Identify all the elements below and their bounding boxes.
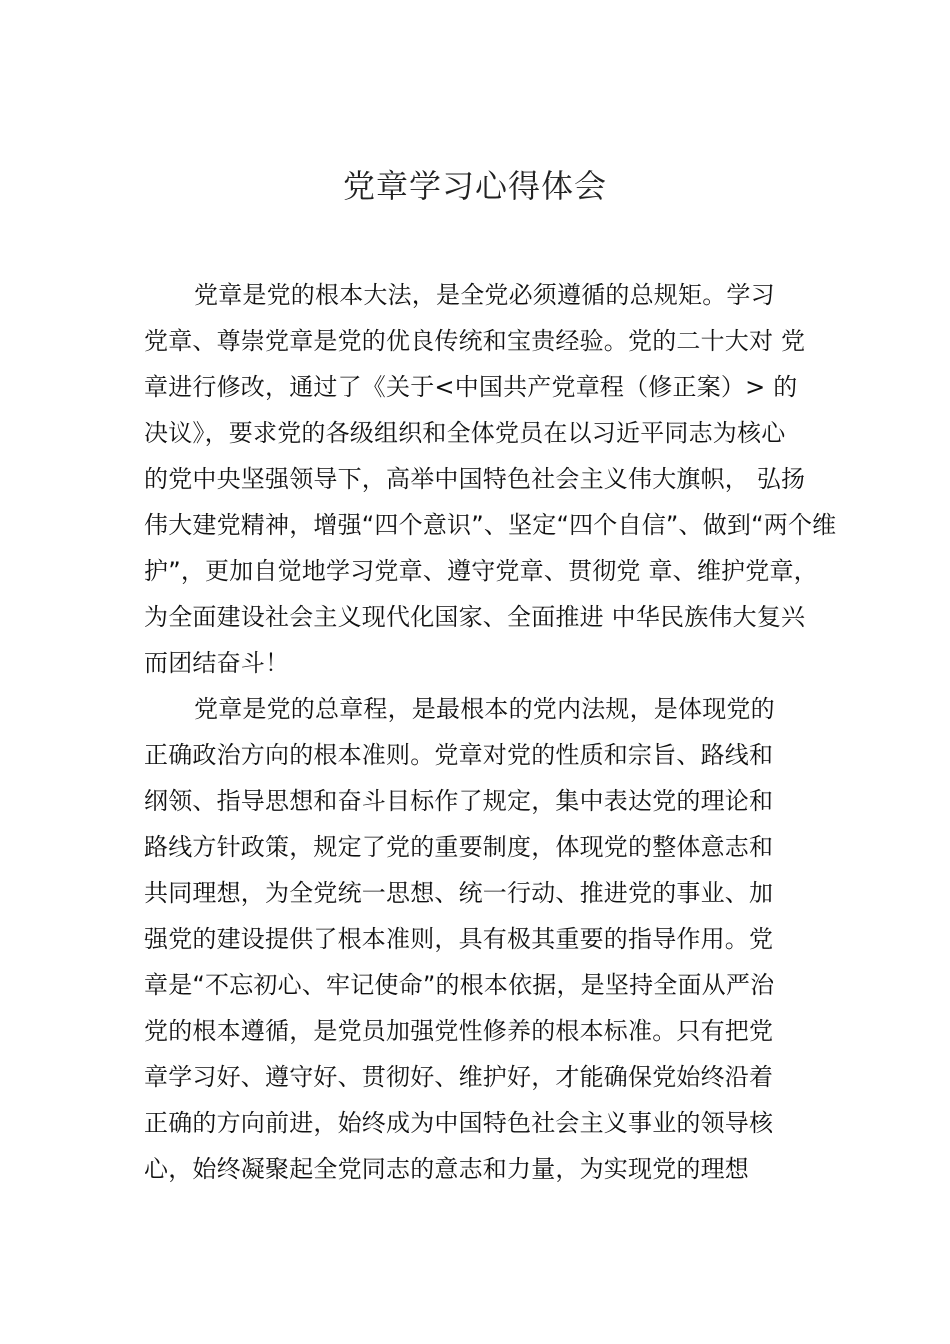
paragraph-2-line-1: 党章是党的总章程，是最根本的党内法规，是体现党的: [194, 695, 775, 723]
paragraph-1-line-6: 伟大建党精神，增强“四个意识”、坚定“四个自信”、做到“两个维: [144, 511, 837, 539]
paragraph-1-line-7: 护”，更加自觉地学习党章、遵守党章、贯彻党 章、维护党章，: [144, 557, 818, 585]
paragraph-2-line-8: 党的根本遵循，是党员加强党性修养的根本标准。只有把党: [144, 1017, 774, 1045]
paragraph-1-line-5: 的党中央坚强领导下，高举中国特色社会主义伟大旗帜， 弘扬: [144, 465, 806, 493]
document-title: 党章学习心得体会: [342, 167, 607, 205]
paragraph-2-line-4: 路线方针政策，规定了党的重要制度，体现党的整体意志和: [144, 833, 774, 861]
paragraph-1-line-4: 决议》，要求党的各级组织和全体党员在以习近平同志为核心: [144, 419, 786, 447]
paragraph-2-line-5: 共同理想，为全党统一思想、统一行动、推进党的事业、加: [144, 879, 774, 907]
paragraph-2-line-2: 正确政治方向的根本准则。党章对党的性质和宗旨、路线和: [144, 741, 774, 769]
paragraph-1-line-8: 为全面建设社会主义现代化国家、全面推进 中华民族伟大复兴: [144, 603, 806, 631]
paragraph-2-line-11: 心，始终凝聚起全党同志的意志和力量，为实现党的理想: [144, 1155, 749, 1183]
paragraph-1-line-2: 党章、尊崇党章是党的优良传统和宝贵经验。党的二十大对 党: [144, 327, 806, 355]
paragraph-1-line-9: 而团结奋斗！: [144, 649, 290, 677]
paragraph-1-line-1: 党章是党的根本大法，是全党必须遵循的总规矩。学习: [194, 281, 775, 309]
paragraph-2-line-3: 纲领、指导思想和奋斗目标作了规定，集中表达党的理论和: [144, 787, 774, 815]
paragraph-1-line-3: 章进行修改，通过了《关于<中国共产党章程（修正案）> 的: [144, 373, 798, 401]
paragraph-2-line-9: 章学习好、遵守好、贯彻好、维护好，才能确保党始终沿着: [144, 1063, 774, 1091]
paragraph-2-line-10: 正确的方向前进，始终成为中国特色社会主义事业的领导核: [144, 1109, 774, 1137]
paragraph-2-line-7: 章是“不忘初心、牢记使命”的根本依据，是坚持全面从严治: [144, 971, 775, 999]
paragraph-2-line-6: 强党的建设提供了根本准则，具有极其重要的指导作用。党: [144, 925, 774, 953]
document-body: [144, 272, 837, 1192]
